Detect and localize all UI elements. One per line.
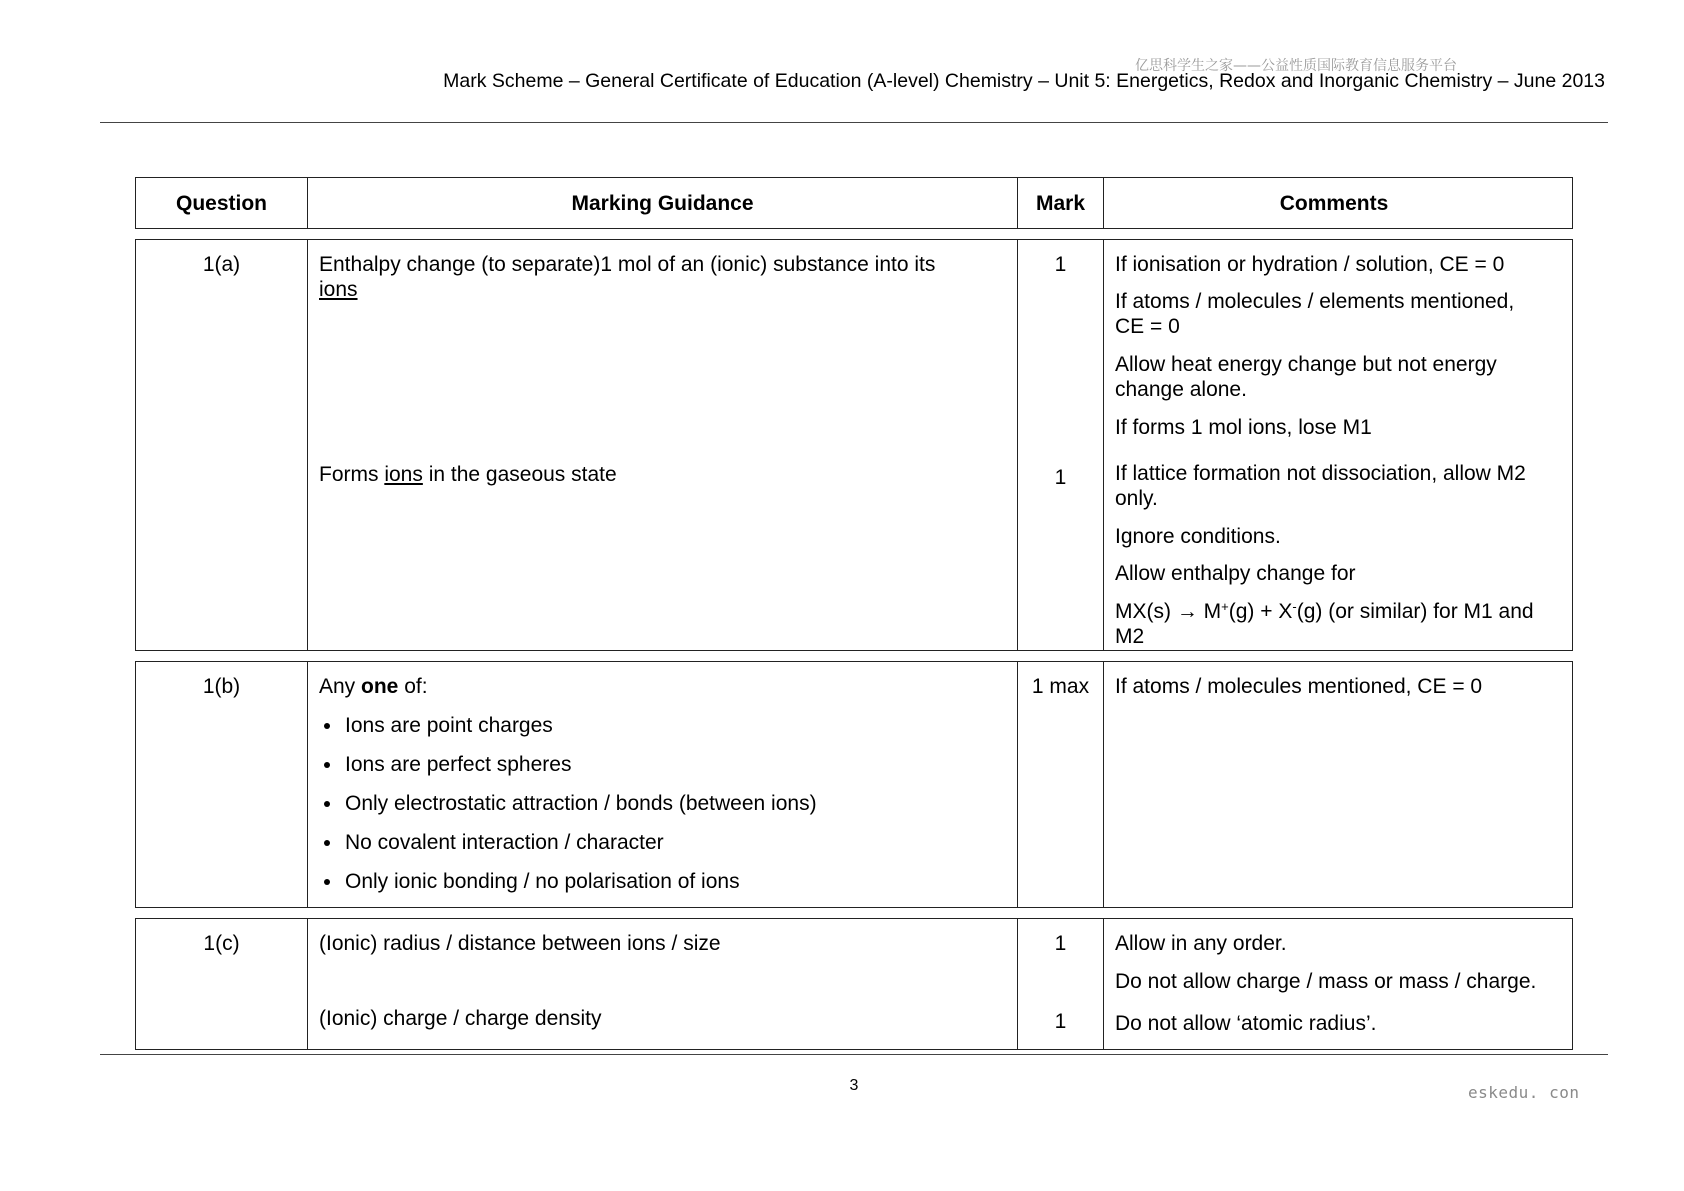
equation-line: MX(s) → M+(g) + X-(g) (or similar) for M1 and M2: [1115, 599, 1534, 648]
comment-line: If ionisation or hydration / solution, CE = 0: [1115, 253, 1505, 276]
guidance-text-1: (Ionic) radius / distance between ions / size: [319, 932, 721, 955]
question-number: 1(c): [136, 919, 308, 1049]
watermark-bottom: eskedu. con: [1468, 1083, 1580, 1102]
comment-line: If lattice formation not dissociation, allow M2 only.: [1115, 462, 1526, 510]
header-marking-guidance: Marking Guidance: [308, 178, 1018, 228]
mark-value: 1: [1054, 253, 1067, 276]
header-mark: Mark: [1018, 178, 1104, 228]
comment-line: Do not allow charge / mass or mass / charge.: [1115, 970, 1537, 993]
guidance-text-2: (Ionic) charge / charge density: [319, 1007, 602, 1030]
guidance-text-1: Enthalpy change (to separate)1 mol of an (ionic) substance into its ions: [319, 253, 936, 301]
watermark-top: 亿思科学生之家——公益性质国际教育信息服务平台: [1135, 58, 1457, 74]
guidance-text-2: Forms ions in the gaseous state: [319, 463, 617, 486]
document-header-title: Mark Scheme – General Certificate of Education (A-level) Chemistry – Unit 5: Energetics, Redox and Inorganic Chemistry – June 2013: [443, 70, 1605, 92]
list-item: Ions are perfect spheres: [319, 752, 817, 791]
mark-value: 1: [1054, 466, 1067, 489]
comment-line: If forms 1 mol ions, lose M1: [1115, 416, 1372, 439]
comment-line: If atoms / molecules mentioned, CE = 0: [1115, 675, 1483, 698]
table-row-1c: [135, 918, 1573, 1050]
table-row-1b: [135, 661, 1573, 908]
mark-cell: [1018, 240, 1104, 650]
comment-line: If atoms / molecules / elements mentioned, CE = 0: [1115, 290, 1515, 338]
comment-line: Ignore conditions.: [1115, 525, 1281, 548]
comments-cell: [1104, 662, 1572, 907]
list-item: Only ionic bonding / no polarisation of ions: [319, 869, 817, 908]
mark-cell: [1018, 662, 1104, 907]
mark-value: 1: [1054, 1010, 1067, 1033]
comment-line: Allow heat energy change but not energy change alone.: [1115, 353, 1497, 401]
mark-value: 1: [1054, 932, 1067, 955]
list-item: No covalent interaction / character: [319, 830, 817, 869]
mark-cell: [1018, 919, 1104, 1049]
table-row-1a: [135, 239, 1573, 651]
mark-value: 1 max: [1031, 675, 1090, 698]
guidance-intro: Any one of:: [319, 675, 428, 698]
footer-divider: [100, 1054, 1608, 1055]
question-number: 1(a): [136, 240, 308, 650]
marking-guidance: [308, 919, 1018, 1049]
list-item: Ions are point charges: [319, 713, 817, 752]
list-item: Only electrostatic attraction / bonds (between ions): [319, 791, 817, 830]
question-number: 1(b): [136, 662, 308, 907]
comments-cell: [1104, 919, 1572, 1049]
comment-line: Allow in any order.: [1115, 932, 1287, 955]
marking-guidance: [308, 662, 1018, 907]
comments-cell: [1104, 240, 1572, 650]
marking-guidance: [308, 240, 1018, 650]
comment-line: Do not allow ‘atomic radius’.: [1115, 1012, 1377, 1035]
page-number: 3: [849, 1077, 859, 1094]
header-divider: [100, 122, 1608, 123]
guidance-bullet-list: [319, 713, 817, 908]
header-comments: Comments: [1279, 191, 1389, 215]
table-header-row: [135, 177, 1573, 229]
comment-line: Allow enthalpy change for: [1115, 562, 1356, 585]
header-question: Question: [136, 178, 308, 228]
